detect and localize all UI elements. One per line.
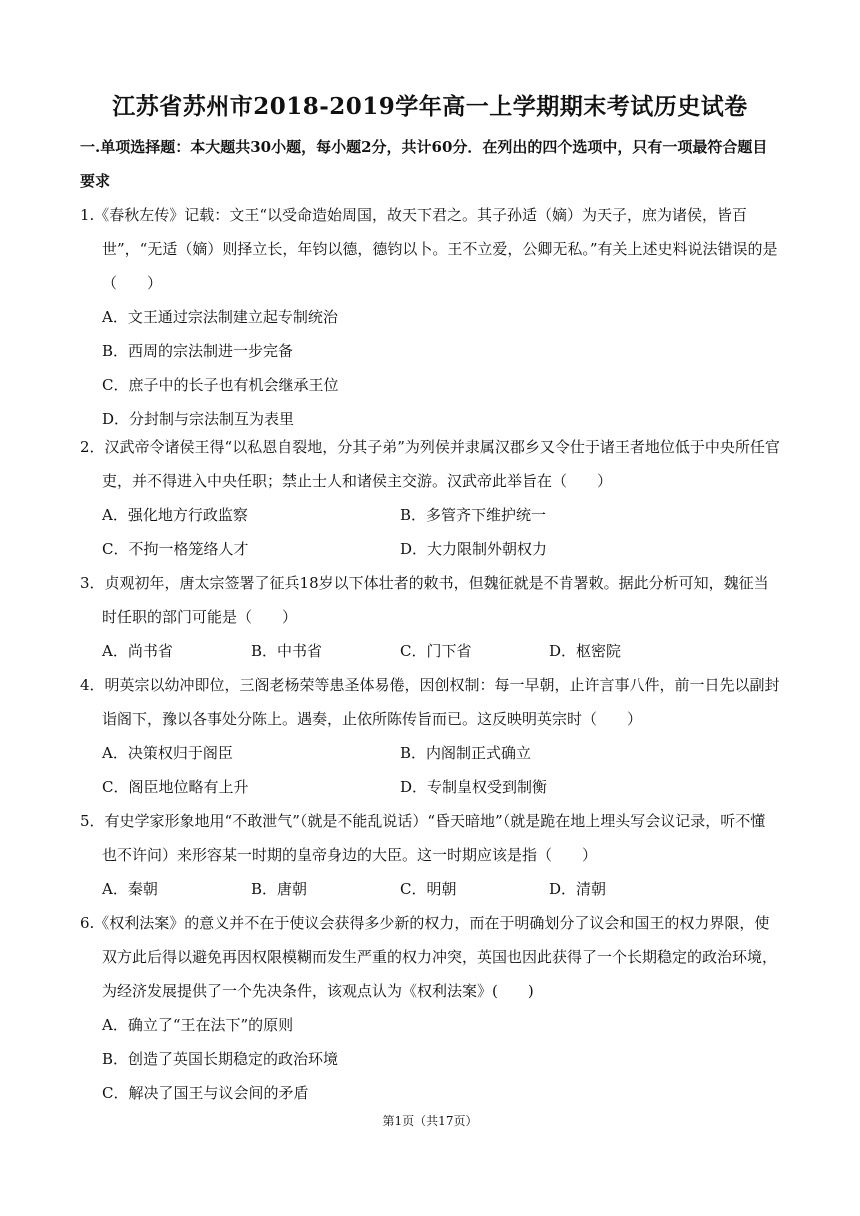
question-stem: 4．明英宗以幼冲即位，三阁老杨荣等患圣体易倦，因创权制：每一早朝，止许言事八件，前一日先以副封诣阁下，豫以各事处分陈上。遇奏，止依所陈传旨而已。这反映明英宗时（ ） xyxy=(80,676,780,728)
options-row xyxy=(80,736,780,770)
section-heading: 一.单项选择题：本大题共30小题，每小题2分，共计60分．在列出的四个选项中，只有一项最符合题目要求 xyxy=(80,138,768,190)
option-d: D．枢密院 xyxy=(549,642,622,660)
options-row xyxy=(80,634,780,668)
question-5 xyxy=(80,804,780,906)
question-stem: 1.《春秋左传》记载：文王“以受命造始周国，故天下君之。其子孙适（嫡）为天子，庶为诸侯，皆百世”，“无适（嫡）则择立长，年钧以德，德钧以卜。王不立爱，公卿无私。”有关上述史料说法错误的是（ ） xyxy=(80,206,778,292)
option-a: A．尚书省 xyxy=(102,642,173,660)
option-c: C．阁臣地位略有上升 xyxy=(102,778,249,796)
question-2 xyxy=(80,430,780,566)
question-stem: 6.《权利法案》的意义并不在于使议会获得多少新的权力，而在于明确划分了议会和国王的权力界限，使双方此后得以避免再因权限模糊而发生严重的权力冲突，英国也因此获得了一个长期稳定的政治环境，为经济发展提供了一个先决条件，该观点认为《权利法案》( ) xyxy=(80,914,778,1000)
option-b: B．多管齐下维护统一 xyxy=(400,506,547,524)
options-row xyxy=(80,498,780,532)
option-b: B．创造了英国长期稳定的政治环境 xyxy=(102,1050,339,1068)
option-d: D．分封制与宗法制互为表里 xyxy=(102,410,295,428)
options-row xyxy=(80,770,780,804)
question-6 xyxy=(80,906,780,1110)
question-stem: 2．汉武帝令诸侯王得“以私恩自裂地，分其子弟”为列侯并隶属汉郡乡又令仕于诸王者地位低于中央所任官吏，并不得进入中央任职；禁止士人和诸侯主交游。汉武帝此举旨在（ ） xyxy=(80,438,780,490)
options-row xyxy=(80,872,780,906)
question-4 xyxy=(80,668,780,804)
page-title: 江苏省苏州市2018-2019学年高一上学期期末考试历史试卷 xyxy=(112,93,748,120)
page-number-footer: 第1页（共17页） xyxy=(382,1114,478,1128)
question-1 xyxy=(80,198,780,436)
option-c: C．门下省 xyxy=(400,642,472,660)
option-c: C．明朝 xyxy=(400,880,457,898)
options-list xyxy=(80,1008,780,1110)
option-d: D．专制皇权受到制衡 xyxy=(400,778,548,796)
option-a: A．决策权归于阁臣 xyxy=(102,744,233,762)
option-d: D．大力限制外朝权力 xyxy=(400,540,548,558)
option-d: D．清朝 xyxy=(549,880,607,898)
option-a: A．秦朝 xyxy=(102,880,158,898)
question-stem: 3．贞观初年，唐太宗签署了征兵18岁以下体壮者的敕书，但魏征就是不肯署敕。据此分析可知，魏征当时任职的部门可能是（ ） xyxy=(80,574,769,626)
options-row xyxy=(80,532,780,566)
option-b: B．唐朝 xyxy=(251,880,308,898)
question-stem: 5．有史学家形象地用“不敢泄气”（就是不能乱说话）“昏天暗地”（就是跪在地上埋头写会议记录，听不懂也不许问）来形容某一时期的皇帝身边的大臣。这一时期应该是指（ ） xyxy=(80,812,766,864)
option-c: C．不拘一格笼络人才 xyxy=(102,540,249,558)
option-c: C．解决了国王与议会间的矛盾 xyxy=(102,1084,309,1102)
option-b: B．内阁制正式确立 xyxy=(400,744,532,762)
option-a: A．强化地方行政监察 xyxy=(102,506,248,524)
option-b: B．中书省 xyxy=(251,642,323,660)
option-a: A．文王通过宗法制建立起专制统治 xyxy=(102,308,338,326)
options-list xyxy=(80,300,780,436)
question-3 xyxy=(80,566,780,668)
option-b: B．西周的宗法制进一步完备 xyxy=(102,342,294,360)
option-a: A．确立了“王在法下”的原则 xyxy=(102,1016,294,1034)
option-c: C．庶子中的长子也有机会继承王位 xyxy=(102,376,339,394)
